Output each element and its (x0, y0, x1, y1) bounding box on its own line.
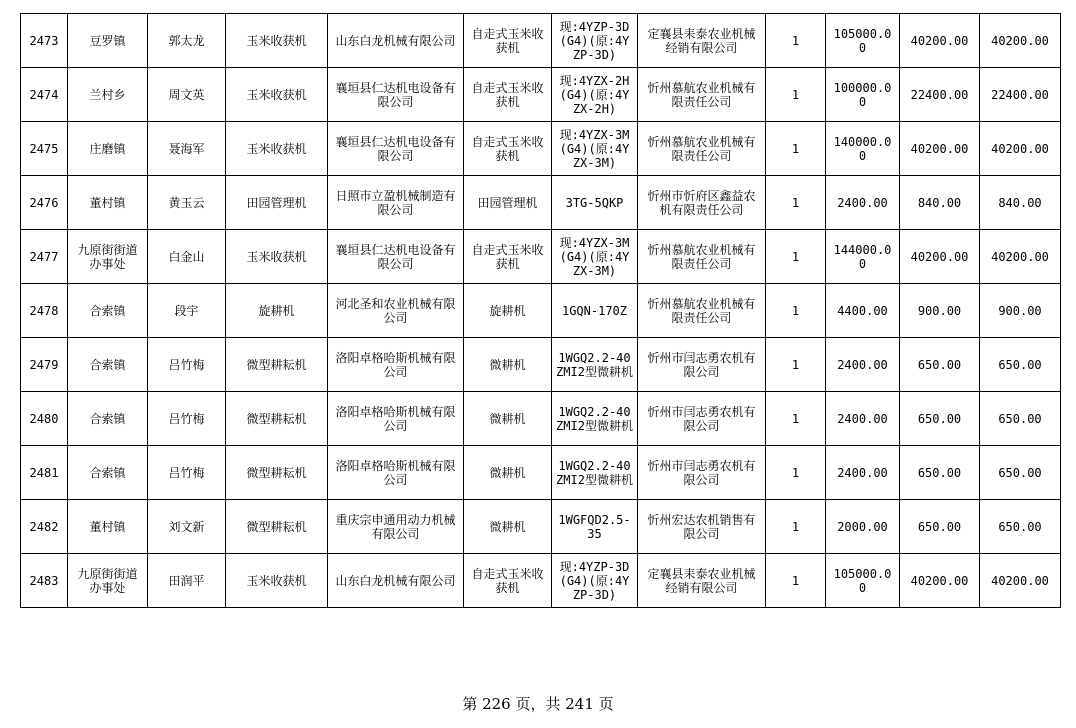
cell-manufacturer: 重庆宗申通用动力机械有限公司 (328, 500, 464, 554)
table-row (21, 230, 1061, 284)
cell-category: 田园管理机 (464, 176, 552, 230)
cell-quantity: 1 (766, 122, 826, 176)
cell-category: 微耕机 (464, 446, 552, 500)
cell-category: 自走式玉米收获机 (464, 554, 552, 608)
cell-buyer-name: 黄玉云 (148, 176, 226, 230)
cell-model: 现:4YZX-3M(G4)(原:4YZX-3M) (552, 230, 638, 284)
cell-total-subsidy: 40200.00 (980, 554, 1061, 608)
cell-manufacturer: 河北圣和农业机械有限公司 (328, 284, 464, 338)
cell-manufacturer: 洛阳卓格哈斯机械有限公司 (328, 446, 464, 500)
cell-machine-item: 微型耕耘机 (226, 500, 328, 554)
cell-quantity: 1 (766, 338, 826, 392)
cell-total-subsidy: 40200.00 (980, 14, 1061, 68)
cell-total-subsidy: 650.00 (980, 446, 1061, 500)
cell-model: 现:4YZP-3D(G4)(原:4YZP-3D) (552, 554, 638, 608)
cell-quantity: 1 (766, 230, 826, 284)
cell-dealer: 忻州宏达农机销售有限公司 (638, 500, 766, 554)
cell-record-number: 2481 (21, 446, 68, 500)
cell-total-subsidy: 40200.00 (980, 230, 1061, 284)
cell-buyer-name: 吕竹梅 (148, 446, 226, 500)
cell-record-number: 2478 (21, 284, 68, 338)
cell-total-subsidy: 840.00 (980, 176, 1061, 230)
cell-town: 董村镇 (68, 500, 148, 554)
page-footer: 第 226 页，共 241 页 (462, 695, 614, 713)
cell-machine-item: 微型耕耘机 (226, 338, 328, 392)
cell-town: 兰村乡 (68, 68, 148, 122)
cell-model: 3TG-5QKP (552, 176, 638, 230)
cell-machine-item: 玉米收获机 (226, 14, 328, 68)
cell-manufacturer: 襄垣县仁达机电设备有限公司 (328, 230, 464, 284)
cell-buyer-name: 郭太龙 (148, 14, 226, 68)
cell-record-number: 2476 (21, 176, 68, 230)
cell-sale-price: 2000.00 (826, 500, 900, 554)
cell-dealer: 忻州市忻府区鑫益农机有限责任公司 (638, 176, 766, 230)
cell-sale-price: 2400.00 (826, 446, 900, 500)
cell-quantity: 1 (766, 446, 826, 500)
cell-unit-subsidy: 900.00 (900, 284, 980, 338)
cell-quantity: 1 (766, 14, 826, 68)
cell-model: 现:4YZX-2H(G4)(原:4YZX-2H) (552, 68, 638, 122)
cell-dealer: 忻州慕航农业机械有限责任公司 (638, 122, 766, 176)
cell-record-number: 2474 (21, 68, 68, 122)
cell-dealer: 忻州市闫志勇农机有限公司 (638, 446, 766, 500)
cell-quantity: 1 (766, 284, 826, 338)
cell-record-number: 2480 (21, 392, 68, 446)
cell-manufacturer: 山东白龙机械有限公司 (328, 14, 464, 68)
cell-town: 合索镇 (68, 338, 148, 392)
cell-category: 微耕机 (464, 392, 552, 446)
cell-quantity: 1 (766, 554, 826, 608)
cell-dealer: 忻州慕航农业机械有限责任公司 (638, 284, 766, 338)
cell-machine-item: 玉米收获机 (226, 554, 328, 608)
cell-dealer: 忻州市闫志勇农机有限公司 (638, 338, 766, 392)
cell-buyer-name: 白金山 (148, 230, 226, 284)
table-row (21, 284, 1061, 338)
cell-sale-price: 2400.00 (826, 392, 900, 446)
table-row (21, 14, 1061, 68)
cell-total-subsidy: 650.00 (980, 338, 1061, 392)
cell-record-number: 2477 (21, 230, 68, 284)
cell-model: 1WGQ2.2-40ZMI2型微耕机 (552, 446, 638, 500)
cell-unit-subsidy: 650.00 (900, 500, 980, 554)
table-row (21, 68, 1061, 122)
cell-town: 合索镇 (68, 392, 148, 446)
cell-town: 豆罗镇 (68, 14, 148, 68)
table-row (21, 554, 1061, 608)
cell-quantity: 1 (766, 392, 826, 446)
table-row (21, 392, 1061, 446)
cell-dealer: 定襄县耒泰农业机械经销有限公司 (638, 14, 766, 68)
cell-machine-item: 微型耕耘机 (226, 392, 328, 446)
table-row (21, 338, 1061, 392)
cell-total-subsidy: 900.00 (980, 284, 1061, 338)
cell-total-subsidy: 650.00 (980, 392, 1061, 446)
cell-unit-subsidy: 650.00 (900, 446, 980, 500)
cell-machine-item: 田园管理机 (226, 176, 328, 230)
cell-unit-subsidy: 40200.00 (900, 122, 980, 176)
cell-record-number: 2479 (21, 338, 68, 392)
cell-model: 现:4YZX-3M(G4)(原:4YZX-3M) (552, 122, 638, 176)
cell-category: 自走式玉米收获机 (464, 122, 552, 176)
cell-town: 合索镇 (68, 446, 148, 500)
cell-manufacturer: 日照市立盈机械制造有限公司 (328, 176, 464, 230)
cell-manufacturer: 洛阳卓格哈斯机械有限公司 (328, 392, 464, 446)
cell-unit-subsidy: 40200.00 (900, 14, 980, 68)
cell-sale-price: 2400.00 (826, 338, 900, 392)
table-row (21, 446, 1061, 500)
cell-dealer: 忻州市闫志勇农机有限公司 (638, 392, 766, 446)
subsidy-table (20, 13, 1061, 608)
cell-manufacturer: 山东白龙机械有限公司 (328, 554, 464, 608)
cell-manufacturer: 襄垣县仁达机电设备有限公司 (328, 68, 464, 122)
cell-sale-price: 105000.00 (826, 14, 900, 68)
cell-unit-subsidy: 650.00 (900, 338, 980, 392)
cell-manufacturer: 洛阳卓格哈斯机械有限公司 (328, 338, 464, 392)
cell-category: 微耕机 (464, 500, 552, 554)
cell-category: 旋耕机 (464, 284, 552, 338)
cell-dealer: 定襄县耒泰农业机械经销有限公司 (638, 554, 766, 608)
cell-buyer-name: 吕竹梅 (148, 392, 226, 446)
cell-record-number: 2475 (21, 122, 68, 176)
cell-machine-item: 玉米收获机 (226, 122, 328, 176)
cell-sale-price: 144000.00 (826, 230, 900, 284)
cell-sale-price: 140000.00 (826, 122, 900, 176)
cell-record-number: 2473 (21, 14, 68, 68)
cell-dealer: 忻州慕航农业机械有限责任公司 (638, 230, 766, 284)
cell-category: 自走式玉米收获机 (464, 230, 552, 284)
cell-model: 1WGQ2.2-40ZMI2型微耕机 (552, 392, 638, 446)
cell-buyer-name: 周文英 (148, 68, 226, 122)
cell-quantity: 1 (766, 176, 826, 230)
cell-quantity: 1 (766, 68, 826, 122)
cell-model: 现:4YZP-3D(G4)(原:4YZP-3D) (552, 14, 638, 68)
cell-town: 九原街街道办事处 (68, 230, 148, 284)
cell-unit-subsidy: 40200.00 (900, 554, 980, 608)
cell-quantity: 1 (766, 500, 826, 554)
cell-unit-subsidy: 840.00 (900, 176, 980, 230)
cell-town: 九原街街道办事处 (68, 554, 148, 608)
cell-town: 董村镇 (68, 176, 148, 230)
cell-machine-item: 微型耕耘机 (226, 446, 328, 500)
cell-sale-price: 105000.00 (826, 554, 900, 608)
cell-buyer-name: 田润平 (148, 554, 226, 608)
cell-unit-subsidy: 22400.00 (900, 68, 980, 122)
cell-dealer: 忻州慕航农业机械有限责任公司 (638, 68, 766, 122)
cell-machine-item: 旋耕机 (226, 284, 328, 338)
table-row (21, 500, 1061, 554)
table-row (21, 176, 1061, 230)
cell-total-subsidy: 40200.00 (980, 122, 1061, 176)
cell-sale-price: 4400.00 (826, 284, 900, 338)
cell-category: 微耕机 (464, 338, 552, 392)
table-row (21, 122, 1061, 176)
cell-unit-subsidy: 40200.00 (900, 230, 980, 284)
cell-model: 1GQN-170Z (552, 284, 638, 338)
cell-category: 自走式玉米收获机 (464, 68, 552, 122)
cell-total-subsidy: 650.00 (980, 500, 1061, 554)
cell-machine-item: 玉米收获机 (226, 230, 328, 284)
cell-sale-price: 100000.00 (826, 68, 900, 122)
cell-buyer-name: 吕竹梅 (148, 338, 226, 392)
cell-total-subsidy: 22400.00 (980, 68, 1061, 122)
cell-town: 庄磨镇 (68, 122, 148, 176)
cell-sale-price: 2400.00 (826, 176, 900, 230)
cell-model: 1WGQ2.2-40ZMI2型微耕机 (552, 338, 638, 392)
cell-category: 自走式玉米收获机 (464, 14, 552, 68)
cell-record-number: 2482 (21, 500, 68, 554)
cell-town: 合索镇 (68, 284, 148, 338)
cell-machine-item: 玉米收获机 (226, 68, 328, 122)
cell-buyer-name: 聂海军 (148, 122, 226, 176)
cell-manufacturer: 襄垣县仁达机电设备有限公司 (328, 122, 464, 176)
cell-record-number: 2483 (21, 554, 68, 608)
cell-buyer-name: 刘文新 (148, 500, 226, 554)
cell-model: 1WGFQD2.5-35 (552, 500, 638, 554)
cell-unit-subsidy: 650.00 (900, 392, 980, 446)
cell-buyer-name: 段宇 (148, 284, 226, 338)
